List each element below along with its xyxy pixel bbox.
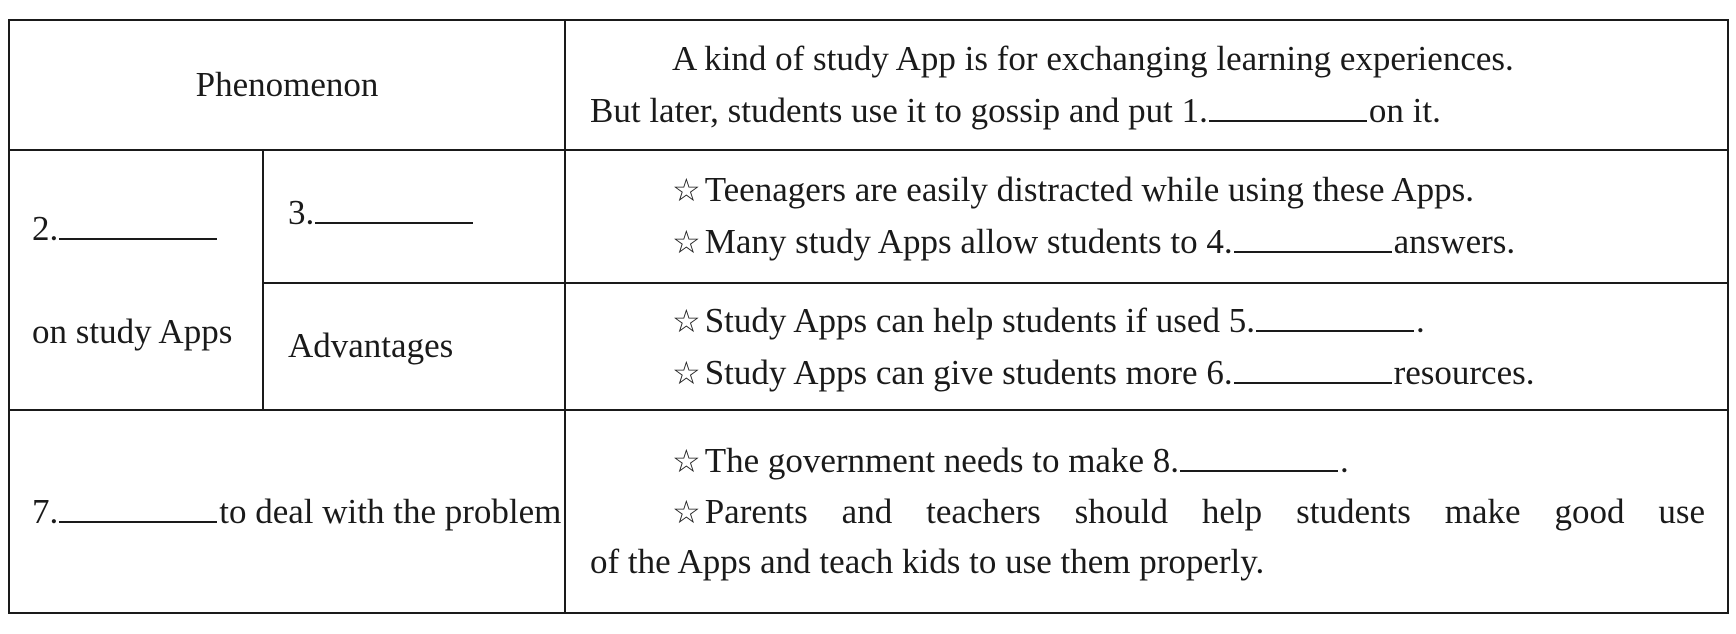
disadvantages-row — [9, 150, 1728, 283]
solutions-content-cell — [565, 410, 1728, 613]
blank-8[interactable] — [1180, 435, 1338, 472]
phenomenon-label: Phenomenon — [195, 64, 379, 104]
advantages-label: Advantages — [288, 326, 454, 366]
phenomenon-line-2-tail: on it. — [1368, 90, 1441, 130]
advantage-point-1-tail: . — [1415, 300, 1425, 340]
solutions-label-text: to deal with the problem — [219, 491, 562, 531]
advantages-label-cell — [263, 283, 565, 410]
outline-table — [8, 19, 1729, 614]
blank-2[interactable] — [59, 203, 217, 240]
star-icon: ☆ — [672, 441, 701, 480]
disadvantage-point-1 — [590, 165, 1705, 216]
star-icon: ☆ — [672, 171, 701, 210]
phenomenon-label-cell — [9, 20, 565, 150]
advantage-point-2-tail: resources. — [1393, 352, 1535, 392]
blank-5[interactable] — [1256, 295, 1414, 332]
solution-point-1-tail: . — [1340, 440, 1349, 480]
disadvantages-label-number: 3. — [288, 193, 315, 232]
views-label-number: 2. — [32, 208, 59, 248]
advantage-point-1-text: Study Apps can help students if used 5. — [704, 300, 1255, 340]
phenomenon-line-1: A kind of study App is for exchanging learning experiences. — [672, 38, 1514, 78]
advantage-point-1 — [590, 295, 1705, 347]
solution-point-2-line-1 — [590, 487, 1705, 538]
solution-point-1-text: The government needs to make 8. — [704, 440, 1179, 480]
star-icon: ☆ — [672, 492, 701, 531]
solutions-row — [9, 410, 1728, 613]
views-label-number-line — [32, 203, 262, 255]
solution-point-1 — [590, 435, 1705, 487]
advantage-point-2 — [590, 347, 1705, 399]
blank-4[interactable] — [1234, 216, 1392, 253]
phenomenon-line-2-text: But later, students use it to gossip and put 1. — [590, 90, 1208, 130]
disadvantages-content-cell — [565, 150, 1728, 283]
advantages-content-cell — [565, 283, 1728, 410]
disadvantage-point-1-text: Teenagers are easily distracted while using these Apps. — [704, 170, 1474, 210]
blank-3[interactable] — [315, 187, 473, 224]
disadvantage-point-2-tail: answers. — [1393, 222, 1516, 261]
phenomenon-row — [9, 20, 1728, 150]
disadvantages-label-cell — [263, 150, 565, 283]
star-icon: ☆ — [672, 223, 701, 261]
advantage-point-2-text: Study Apps can give students more 6. — [704, 352, 1233, 392]
views-label-text: on study Apps — [32, 311, 233, 351]
solutions-label-number: 7. — [32, 491, 59, 531]
solution-point-2-line-1-text: Parents and teachers should help students make good use — [704, 491, 1706, 531]
disadvantage-point-2-text: Many study Apps allow students to 4. — [704, 222, 1233, 261]
disadvantage-point-2 — [590, 216, 1705, 268]
advantages-row — [9, 283, 1728, 410]
star-icon: ☆ — [672, 353, 701, 392]
solutions-label-cell — [9, 410, 565, 613]
blank-7[interactable] — [59, 486, 217, 523]
views-label-cell — [9, 150, 263, 410]
views-label-spacer — [32, 255, 262, 307]
blank-1[interactable] — [1209, 85, 1367, 122]
solution-point-2-line-2: of the Apps and teach kids to use them properly. — [590, 542, 1265, 582]
phenomenon-line-2 — [590, 85, 1705, 137]
phenomenon-content-cell — [565, 20, 1728, 150]
star-icon: ☆ — [672, 301, 701, 340]
blank-6[interactable] — [1234, 347, 1392, 384]
